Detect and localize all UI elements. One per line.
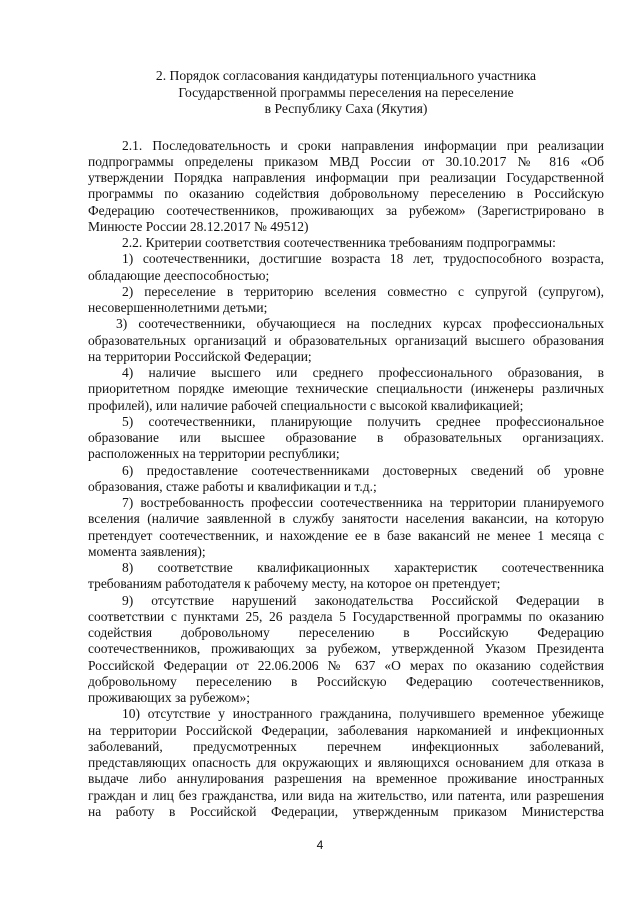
paragraph-line: на территории Российской Федерации, заболевания наркоманией и инфекционных: [88, 722, 604, 738]
paragraph-line: 9) отсутствие нарушений законодательства Российской Федерации в: [122, 592, 604, 608]
paragraph-line: 5) соотечественники, планирующие получить среднее профессиональное: [122, 413, 604, 429]
paragraph-line: заболеваний, предусмотренных перечнем инфекционных заболеваний,: [88, 738, 604, 754]
document-body: [88, 138, 604, 821]
paragraph-line: 3) соотечественники, обучающиеся на последних курсах профессиональных: [116, 316, 604, 332]
paragraph-line: 10) отсутствие у иностранного гражданина, получившего временное убежище: [122, 706, 604, 722]
paragraph-line: образование или высшее образование в образовательных организациях.: [88, 430, 604, 445]
paragraph-line: вселения (наличие заявленной в службу занятости населения вакансии, на которую: [88, 511, 604, 527]
heading-line: Государственной программы переселения на переселение: [178, 84, 514, 100]
paragraph-line: на территории Российской Федерации;: [88, 348, 312, 364]
paragraph-line: 7) востребованность профессии соотечественника на территории планируемого: [122, 495, 604, 510]
paragraph-line: обладающие дееспособностью;: [88, 267, 270, 283]
page-number: 4: [316, 838, 324, 852]
paragraph-line: Федерацию соотечественников, проживающих за рубежом» (Зарегистрировано в: [88, 202, 604, 218]
paragraph-line: 2.1. Последовательность и сроки направления информации при реализации: [122, 137, 604, 153]
paragraph-line: несовершеннолетними детьми;: [88, 300, 268, 315]
paragraph-line: Российской Федерации от 22.06.2006 № 637 «О мерах по оказанию содействия: [88, 657, 604, 673]
paragraph-line: соответствии с пунктами 25, 26 раздела 5 Государственной программы по оказанию: [88, 608, 604, 624]
paragraph-line: образования, стаже работы и квалификации и т.д.;: [88, 478, 377, 494]
paragraph-line: программы по оказанию содействия добровольному переселению в Российскую: [88, 186, 604, 202]
paragraph-line: приоритетном порядке имеющие технические специальности (инженеры различных: [88, 381, 604, 397]
paragraph-line: соотечественников, проживающих за рубежом, утвержденной Указом Президента: [88, 641, 604, 657]
paragraph-line: расположенных на территории республики;: [88, 446, 340, 462]
paragraph-line: проживающих за рубежом»;: [88, 690, 251, 705]
paragraph-line: утверждении Порядка направления информации при реализации Государственной: [88, 170, 604, 185]
paragraph-line: 1) соотечественники, достигшие возраста 18 лет, трудоспособного возраста,: [122, 251, 604, 267]
paragraph-line: представляющих опасность для окружающих и являющихся основанием для отказа в: [88, 755, 604, 770]
paragraph-line: претендует соотечественник, и нахождение ее в базе вакансий не менее 1 месяца с: [88, 527, 604, 543]
section-heading: [88, 68, 604, 118]
paragraph-line: добровольному переселению в Российскую Федерацию соотечественников,: [88, 673, 604, 689]
paragraph-line: граждан и лиц без гражданства, или вида на жительство, или патента, или разрешения: [88, 787, 604, 803]
paragraph-line: подпрограммы определены приказом МВД России от 30.10.2017 № 816 «Об: [88, 153, 604, 169]
paragraph-line: содействия добровольному переселению в Российскую Федерацию: [88, 625, 604, 640]
paragraph-line: выдаче либо аннулирования разрешения на временное проживание иностранных: [88, 771, 604, 787]
paragraph-line: Минюсте России 28.12.2017 № 49512): [88, 218, 309, 234]
paragraph-line: требованиям работодателя к рабочему месту, на которое он претендует;: [88, 576, 501, 592]
paragraph-line: 2.2. Критерии соответствия соотечественника требованиям подпрограммы:: [122, 235, 556, 250]
paragraph-line: 2) переселение в территорию вселения совместно с супругой (супругом),: [122, 283, 604, 299]
heading-line: в Республику Саха (Якутия): [264, 101, 428, 116]
paragraph-line: профилей), или наличие рабочей специальности с высокой квалификацией;: [88, 397, 524, 413]
paragraph-line: на работу в Российской Федерации, утвержденным приказом Министерства: [88, 803, 604, 819]
paragraph-line: момента заявления);: [88, 543, 206, 559]
paragraph-line: 4) наличие высшего или среднего профессионального образования, в: [122, 365, 604, 380]
paragraph-line: 8) соответствие квалификационных характеристик соотечественника: [122, 560, 604, 575]
heading-line: 2. Порядок согласования кандидатуры потенциального участника: [155, 68, 537, 83]
paragraph-line: образовательных организаций и образовательных организаций высшего образования: [88, 332, 604, 348]
paragraph-line: 6) предоставление соотечественниками достоверных сведений об уровне: [122, 462, 604, 478]
